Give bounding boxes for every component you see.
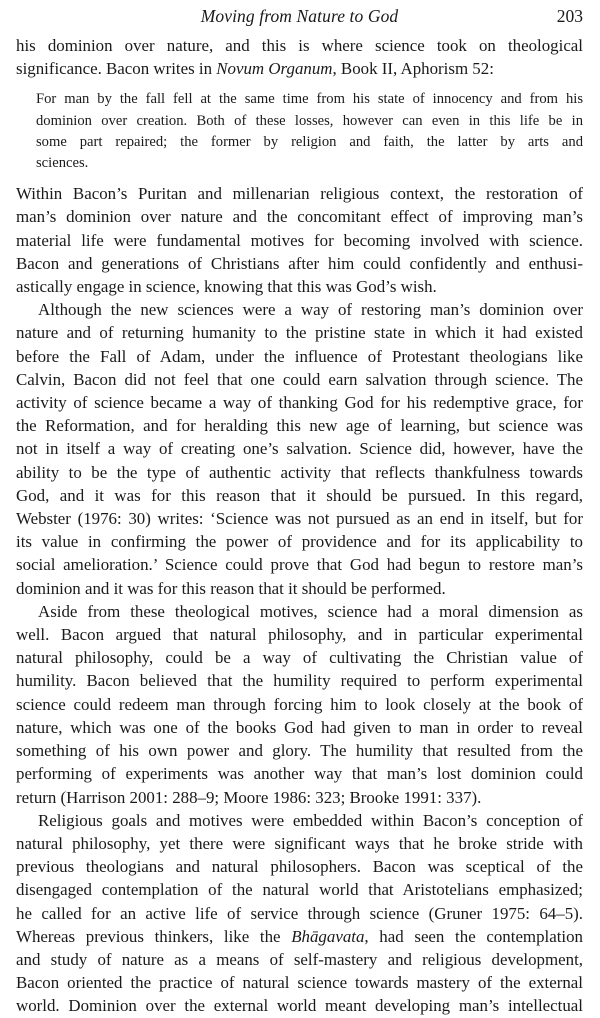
text-line: astically engage in science, knowing that this was God’s wish. <box>16 277 437 297</box>
paragraph-5 <box>16 809 583 1018</box>
text-line: Religious goals and motives were embedded within Bacon’s conception of <box>38 810 583 830</box>
block-quote <box>16 89 583 174</box>
text-line: ability to be the type of authentic activity that reflects thankfulness towards <box>16 462 583 482</box>
text-line: natural philosophy, could be a way of cultivating the Christian value of <box>16 648 583 668</box>
text-line: dominion and it was for this reason that it should be performed. <box>16 578 446 598</box>
text-line: Aside from these theological motives, science had a moral dimension as <box>38 601 583 621</box>
text-line: social amelioration.’ Science could prove that God had begun to restore man’s <box>16 555 583 575</box>
text-line: and study of nature as a means of self-mastery and religious development, <box>16 949 583 969</box>
text-line: man’s dominion over nature and the concomitant effect of improving man’s <box>16 207 583 227</box>
text-line: the Reformation, and for heralding this new age of learning, but science was <box>16 416 583 436</box>
paragraph-1 <box>16 34 583 80</box>
text-line: natural philosophy, yet there were significant ways that he broke stride with <box>16 833 583 853</box>
text-line: material life were fundamental motives for becoming involved with science. <box>16 230 583 250</box>
text-line: previous theologians and natural philosophers. Bacon was sceptical of the <box>16 857 583 877</box>
text-line: something of his own power and glory. The humility that resulted from the <box>16 741 583 761</box>
text-line: Bacon oriented the practice of natural science towards mastery of the external <box>16 973 583 993</box>
paragraph-4 <box>16 600 583 809</box>
running-title: Moving from Nature to God <box>200 6 399 26</box>
quote-line: dominion over creation. Both of these losses, however can even in this life be in <box>36 112 583 129</box>
text-line <box>16 925 583 948</box>
text-title: Bhāgavata <box>291 926 365 946</box>
text-line: its value in confirming the power of providence and for its applicability to <box>16 532 583 552</box>
text-line <box>16 57 583 80</box>
text-line: he called for an active life of service through science (Gruner 1975: 64–5). <box>16 903 583 923</box>
text-segment: , Book II, Aphorism 52: <box>332 59 494 79</box>
quote-line: some part repaired; the former by religion and faith, the latter by arts and <box>36 133 583 150</box>
text-line: disengaged contemplation of the natural world that Aristotelians emphasized; <box>16 880 583 900</box>
text-segment: Whereas previous thinkers, like the <box>16 926 292 946</box>
text-line: science could redeem man through forcing him to look closely at the book of <box>16 694 583 714</box>
text-line: not in itself a way of creating one’s salvation. Science did, however, have the <box>16 439 583 459</box>
text-line: activity of science became a way of thanking God for his redemptive grace, for <box>16 393 583 413</box>
text-line: Bacon and generations of Christians after him could confidently and enthusi- <box>16 253 583 273</box>
quote-line: sciences. <box>36 155 89 172</box>
text-segment: , had seen the contemplation <box>364 926 583 946</box>
page-header <box>16 0 583 34</box>
text-line: world. Dominion over the external world meant developing man’s intellectual <box>16 996 583 1016</box>
text-line: Webster (1976: 30) writes: ‘Science was not pursued as an end in itself, but for <box>16 509 583 529</box>
quote-line: For man by the fall fell at the same time from his state of innocency and from his <box>36 91 583 108</box>
text-line: well. Bacon argued that natural philosophy, and in particular experimental <box>16 625 583 645</box>
text-line: Within Bacon’s Puritan and millenarian religious context, the restoration of <box>16 184 583 204</box>
text-line: God, and it was for this reason that it should be pursued. In this regard, <box>16 485 583 505</box>
text-line: Calvin, Bacon did not feel that one could earn salvation through science. The <box>16 369 583 389</box>
text-line: return (Harrison 2001: 288–9; Moore 1986: 323; Brooke 1991: 337). <box>16 787 482 807</box>
text-line: humility. Bacon believed that the humility required to perform experimental <box>16 671 583 691</box>
text-line: his dominion over nature, and this is where science took on theological <box>16 36 583 55</box>
paragraph-2 <box>16 182 583 298</box>
text-line: nature and of returning humanity to the pristine state in which it had existed <box>16 323 583 343</box>
text-line: before the Fall of Adam, under the influence of Protestant theologians like <box>16 346 583 366</box>
paragraph-3 <box>16 298 583 600</box>
book-title: Novum Organum <box>216 59 333 79</box>
text-line: Although the new sciences were a way of restoring man’s dominion over <box>38 300 583 320</box>
text-segment: significance. Bacon writes in <box>16 59 217 79</box>
text-line: nature, which was one of the books God had given to man in order to reveal <box>16 717 583 737</box>
text-line: performing of experiments was another way that man’s lost dominion could <box>16 764 583 784</box>
page-number: 203 <box>556 6 583 26</box>
